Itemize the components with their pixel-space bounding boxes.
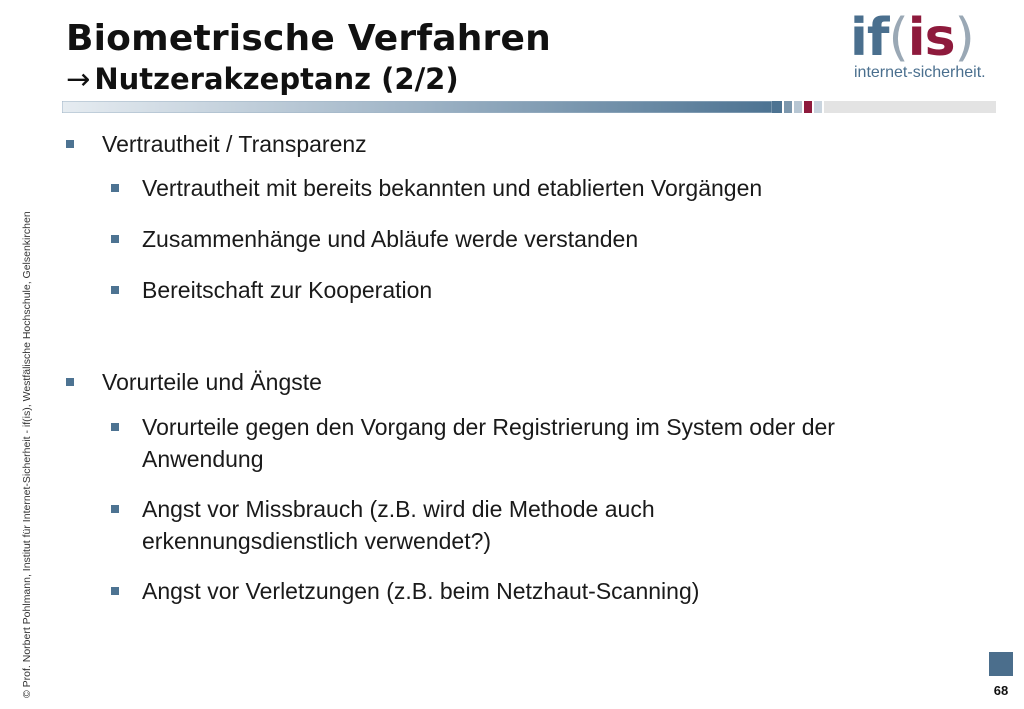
bullet-level-2: Bereitschaft zur Kooperation <box>64 274 944 306</box>
bullet-square-icon <box>111 587 119 595</box>
logo-subtitle: internet-sicherheit. <box>854 64 986 81</box>
bullet-level-1: Vertrautheit / Transparenz <box>64 128 944 160</box>
bullet-square-icon <box>111 286 119 294</box>
sidebar-copyright <box>0 0 32 709</box>
arrow-right-icon: → <box>66 62 91 96</box>
header-rule <box>62 101 996 113</box>
copyright-text: © Prof. Norbert Pohlmann, Institut für Internet-Sicherheit - if(is), Westfälische Hochschule, Gelsenkirchen <box>21 211 33 698</box>
bullet-square-icon <box>111 505 119 513</box>
logo-mark: if(is) <box>850 8 974 68</box>
title-line-2 <box>66 60 551 98</box>
bullet-level-2: Angst vor Verletzungen (z.B. beim Netzhaut-Scanning) <box>64 575 944 607</box>
bullet-level-2: Zusammenhänge und Abläufe werde verstanden <box>64 223 944 255</box>
bullet-square-icon <box>111 184 119 192</box>
subtitle-text: Nutzerakzeptanz (2/2) <box>94 62 459 96</box>
bullet-level-2: Vertrautheit mit bereits bekannten und etablierten Vorgängen <box>64 172 944 204</box>
bullet-square-icon <box>111 423 119 431</box>
slide-content <box>64 128 944 607</box>
footer-square <box>989 652 1013 676</box>
ifis-logo <box>850 10 1000 92</box>
bullet-level-2: Vorurteile gegen den Vorgang der Registrierung im System oder der Anwendung <box>64 411 922 475</box>
bullet-level-1: Vorurteile und Ängste <box>64 366 944 398</box>
page-number: 68 <box>993 683 1009 698</box>
bullet-square-icon <box>66 140 74 148</box>
bullet-square-icon <box>111 235 119 243</box>
bullet-square-icon <box>66 378 74 386</box>
slide-title <box>66 18 551 98</box>
bullet-level-2: Angst vor Missbrauch (z.B. wird die Methode auch erkennungsdienstlich verwendet?) <box>64 493 842 557</box>
title-line-1: Biometrische Verfahren <box>66 18 551 59</box>
